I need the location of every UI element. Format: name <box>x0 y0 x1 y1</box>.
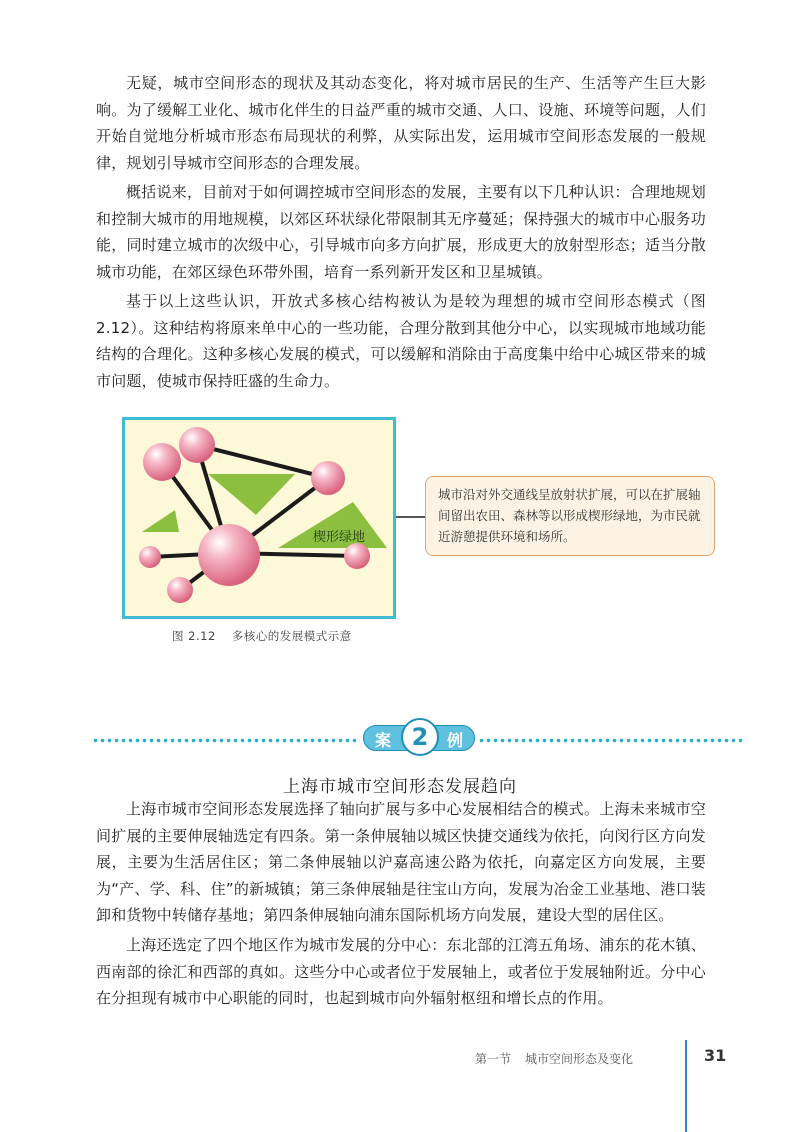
multi-core-diagram <box>122 417 396 619</box>
link-line-top <box>197 445 328 478</box>
footer-section-title: 城市空间形态及变化 <box>525 1052 634 1066</box>
footer-section-number: 第一节 <box>475 1052 512 1066</box>
footer-section <box>475 1050 633 1067</box>
diagram-svg <box>125 420 393 616</box>
sub-center-node <box>167 577 193 603</box>
footer-rule <box>685 1040 687 1132</box>
center-node <box>198 524 260 586</box>
case-banner <box>363 718 475 758</box>
figure-caption <box>172 628 352 644</box>
figure-caption-text: 多核心的发展模式示意 <box>231 629 352 643</box>
case-number-badge: 2 <box>401 718 439 756</box>
figure-number: 图 2.12 <box>172 629 216 643</box>
green-wedge-left <box>142 510 179 532</box>
body-paragraph-3: 基于以上这些认识，开放式多核心结构被认为是较为理想的城市空间形态模式（图2.12）。这种结构将原来单中心的一些功能，合理分散到其他分中心，以实现城市地域功能结构的合理化。这种多核心发展的模式，可以缓解和消除由于高度集中给中心城区带来的城市问题，使城市保持旺盛的生命力。 <box>96 292 706 390</box>
case-paragraph-2: 上海还选定了四个地区作为城市发展的分中心：东北部的江湾五角场、浦东的花木镇、西南部的徐汇和西部的真如。这些分中心或者位于发展轴上，或者位于发展轴附近。分中心在分担现有城市中心职能的同时，也起到城市向外辐射枢纽和增长点的作用。 <box>96 936 706 1007</box>
green-wedge-top <box>208 474 295 515</box>
body-paragraph-2: 概括说来，目前对于如何调控城市空间形态的发展，主要有以下几种认识：合理地规划和控制大城市的用地规模，以郊区环状绿化带限制其无序蔓延；保持强大的城市中心服务功能，同时建立城市的次级中心，引导城市向多方向扩展，形成更大的放射型形态；适当分散城市功能，在郊区绿色环带外围，培育一系列新开发区和卫星城镇。 <box>96 183 706 281</box>
sub-center-node <box>139 546 161 568</box>
wedge-label: 楔形绿地 <box>313 530 366 545</box>
case-paragraph-1: 上海市城市空间形态发展选择了轴向扩展与多中心发展相结合的模式。上海未来城市空间扩展的主要伸展轴选定有四条。第一条伸展轴以城区快捷交通线为依托，向闵行区方向发展，主要为生活居住区；第二条伸展轴以沪嘉高速公路为依托，向嘉定区方向发展，主要为“产、学、科、住”的新城镇；第三条伸展轴是往宝山方向，发展为冶金工业基地、港口装卸和货物中转储存基地；第四条伸展轴向浦东国际机场方向发展，建设大型的居住区。 <box>96 800 706 924</box>
sub-center-node <box>344 543 370 569</box>
case-left-char: 案 <box>375 731 392 750</box>
sub-center-node <box>179 427 215 463</box>
body-paragraph-1: 无疑，城市空间形态的现状及其动态变化，将对城市居民的生产、生活等产生巨大影响。为了缓解工业化、城市化伴生的日益严重的城市交通、人口、设施、环境等问题，人们开始自觉地分析城市形态布局现状的利弊，从实际出发，运用城市空间形态发展的一般规律，规划引导城市空间形态的合理发展。 <box>96 74 706 172</box>
case-title: 上海市城市空间形态发展趋向 <box>283 777 517 797</box>
callout-connector <box>396 516 426 518</box>
sub-center-node <box>143 443 181 481</box>
page-number: 31 <box>704 1046 727 1065</box>
callout-box: 城市沿对外交通线呈放射状扩展，可以在扩展轴间留出农田、森林等以形成楔形绿地，为市民就近游憩提供环境和场所。 <box>425 476 715 556</box>
case-right-char: 例 <box>447 731 464 750</box>
sub-center-node <box>311 461 345 495</box>
dotted-divider-left <box>92 738 360 743</box>
dotted-divider-right <box>478 738 746 743</box>
